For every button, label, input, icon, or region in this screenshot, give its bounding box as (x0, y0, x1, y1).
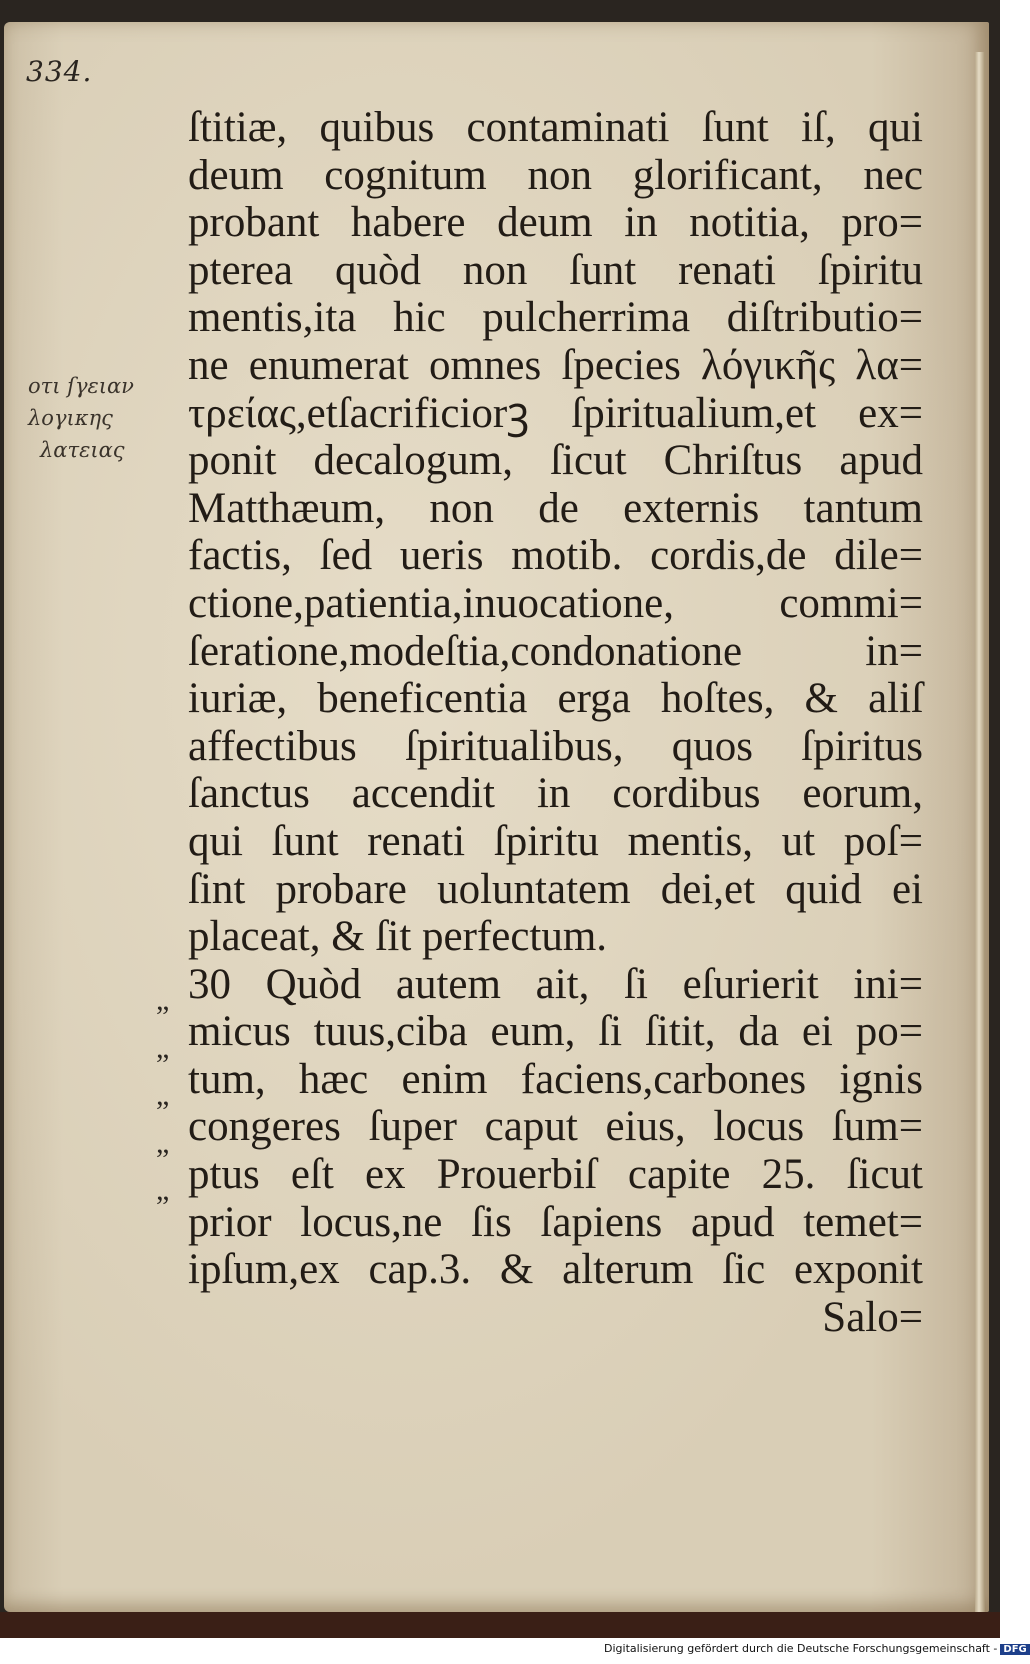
text-line: ſint probare uoluntatem dei,et quid ei (188, 865, 923, 913)
digitization-credit (604, 1642, 1027, 1655)
text-line: ſeratione,modeſtia,condonatione in= (188, 627, 923, 675)
text-line: ptus eſt ex Prouerbiſ capite 25. ſicut (188, 1151, 923, 1199)
text-line: τρείας,etſacrificiorꝫ ſpiritualium,et ex= (188, 389, 923, 437)
scan-bottom-border (0, 1612, 1000, 1638)
text-line: Matthæum, non de externis tantum (188, 484, 923, 532)
catchword: Salo= (822, 1293, 923, 1341)
text-line: placeat, & ſit perfectum. (188, 913, 608, 961)
quote-mark: ” (156, 1000, 170, 1033)
text-line: prior locus,ne ſis ſapiens apud temet= (188, 1198, 923, 1246)
marginalia-line: λατειας (40, 438, 125, 462)
text-line: qui ſunt renati ſpiritu mentis, ut poſ= (188, 817, 923, 865)
text-line: ne enumerat omnes ſpecies λόγικῆς λα= (188, 341, 923, 389)
text-line: ipſum,ex cap.3. & alterum ſic exponit (188, 1246, 923, 1294)
quote-mark: ” (156, 1190, 170, 1224)
text-line: ſanctus accendit in cordibus eorum, (188, 770, 923, 818)
credit-text: Digitalisierung gefördert durch die Deutsche Forschungsgemeinschaft - (604, 1642, 998, 1655)
text-line: iuriæ, beneficentia erga hoſtes, & aliſ (188, 675, 923, 723)
text-line: micus tuus,ciba eum, ſi ſitit, da ei po= (188, 1008, 923, 1056)
text-line: deum cognitum non glorificant, nec (188, 151, 923, 199)
text-line: affectibus ſpiritualibus, quos ſpiritus (188, 722, 923, 770)
page-number: 334. (26, 55, 93, 88)
quote-mark: ” (156, 1047, 170, 1081)
text-line: pterea quòd non ſunt renati ſpiritu (188, 246, 923, 294)
handwritten-marginalia (28, 370, 188, 466)
text-line: congeres ſuper caput eius, locus ſum= (188, 1103, 923, 1151)
verse-30-line: 30 Quòd autem ait, ſi eſurierit ini= (188, 960, 923, 1008)
body-text (188, 104, 923, 1341)
marginalia-line: λογικης (28, 406, 113, 430)
quote-mark: ” (156, 1142, 170, 1176)
marginalia-line: οτι ſγειαν (28, 374, 134, 398)
dfg-logo: DFG (1000, 1644, 1029, 1655)
text-line: ſtitiæ, quibus contaminati ſunt iſ, qui (188, 104, 923, 151)
text-line: probant habere deum in notitia, pro= (188, 199, 923, 247)
text-line: factis, ſed ueris motib. cordis,de dile= (188, 532, 923, 580)
quote-mark: ” (156, 1095, 170, 1129)
text-line: mentis,ita hic pulcherrima diſtributio= (188, 294, 923, 342)
text-line: ctione,patientia,inuocatione, commi= (188, 579, 923, 627)
page-edge (975, 52, 985, 1627)
margin-quote-marks (156, 993, 169, 1231)
text-line: ponit decalogum, ſicut Chriſtus apud (188, 437, 923, 485)
text-line: tum, hæc enim faciens,carbones ignis (188, 1055, 923, 1103)
